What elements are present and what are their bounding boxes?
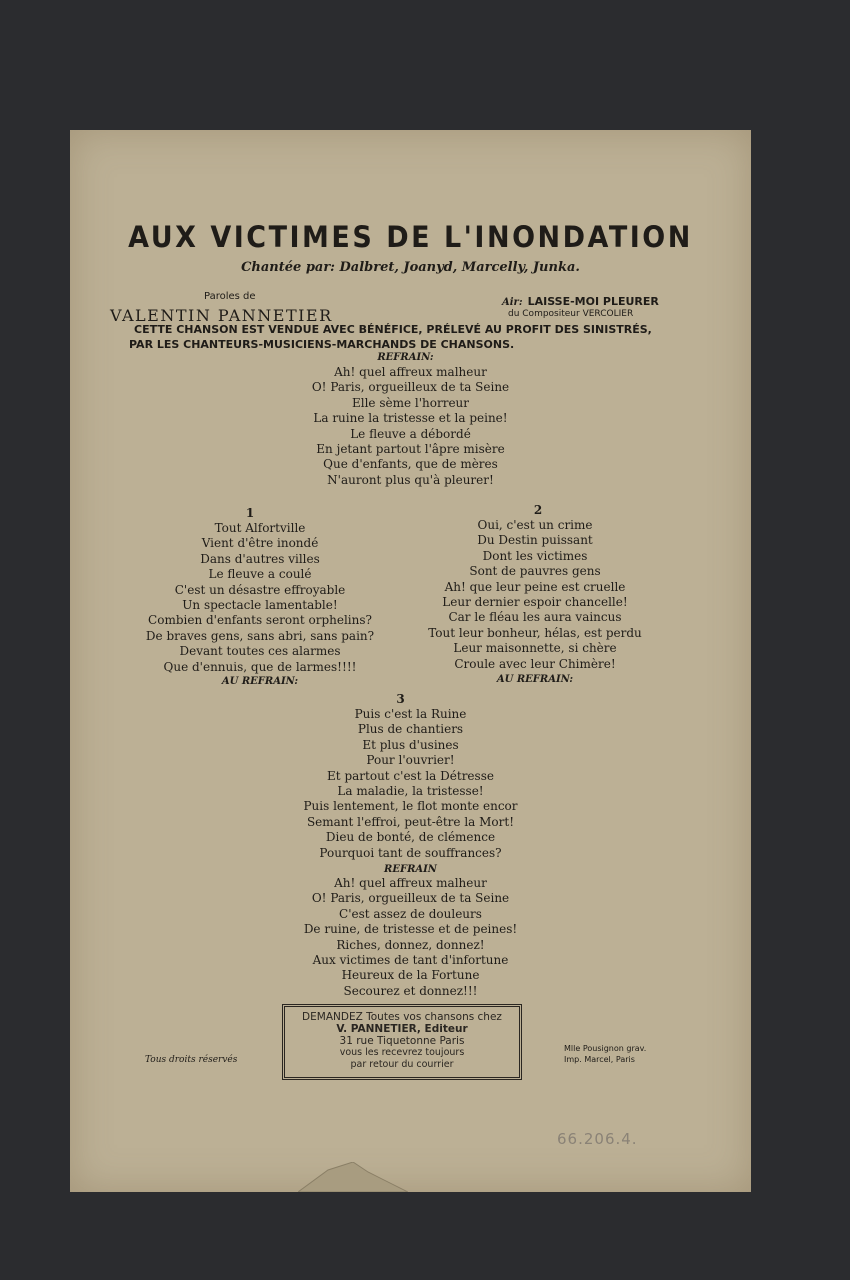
composer-credit: du Compositeur VERCOLIER [508,309,634,319]
air-prefix: Air: [502,297,523,308]
lyric-line: Et plus d'usines [362,737,459,752]
lyric-line: Tout leur bonheur, hélas, est perdu [428,625,642,640]
stamp-line: 31 rue Tiquetonne Paris [339,1035,465,1047]
lyric-line: Tout Alfortville [214,521,306,535]
lyric-line: Riches, donnez, donnez! [336,937,485,952]
lyric-line: Elle sème l'horreur [351,395,470,410]
lyric-line: La maladie, la tristesse! [337,784,484,799]
au-refrain-label: AU REFRAIN: [496,674,574,686]
stamp-line: V. PANNETIER, Editeur [336,1023,468,1035]
lyric-line: En jetant partout l'âpre misère [316,442,505,457]
lyric-line: O! Paris, orgueilleux de ta Seine [311,380,510,395]
verse-block-3 [70,692,751,861]
lyric-line: Pour l'ouvrier! [366,753,455,768]
lyric-line: Oui, c'est un crime [477,518,593,532]
printer-credit: Imp. Marcel, Paris [564,1055,635,1064]
lyric-line: Combien d'enfants seront orphelins? [148,613,372,628]
lyric-line: Ah! quel affreux malheur [334,876,487,890]
lyric-line: Et partout c'est la Détresse [327,768,494,783]
air-credit [502,290,659,309]
lyric-line: De braves gens, sans abri, sans pain? [145,628,375,643]
verse-lines [70,707,751,861]
charity-notice-line1: CETTE CHANSON EST VENDUE AVEC BÉNÉFICE, PRÉLEVÉ AU PROFIT DES SINISTRÉS, [134,323,652,336]
lyric-line: Vient d'être inondé [201,536,319,551]
lyric-line: Aux victimes de tant d'infortune [312,953,509,968]
lyric-line: O! Paris, orgueilleux de ta Seine [311,891,510,906]
lyric-line: N'auront plus qu'à pleurer! [327,472,494,487]
lyric-line: C'est un désastre effroyable [174,582,346,597]
lyric-line: C'est assez de douleurs [339,906,482,921]
refrain-block-1 [70,352,751,488]
verse-number: 3 [396,692,405,706]
charity-notice-line2: PAR LES CHANTEURS-MUSICIENS-MARCHANDS DE CHANSONS. [129,338,515,351]
air-name: LAISSE-MOI PLEURER [527,295,659,308]
refrain-block-2 [70,864,751,999]
refrain-label: REFRAIN: [377,352,434,363]
lyric-line: Croule avec leur Chimère! [454,656,616,671]
lyric-line: Dans d'autres villes [200,551,320,566]
refrain-lines [70,876,751,999]
publisher-stamp [282,1004,522,1080]
rights-reserved: Tous droits réservés [145,1055,238,1065]
lyric-line: Devant toutes ces alarmes [179,644,341,659]
lyric-line: De ruine, de tristesse et de peines! [303,922,518,937]
lyric-line: Puis lentement, le flot monte encor [303,799,518,814]
lyric-line: Sont de pauvres gens [469,564,601,579]
lyric-line: Que d'enfants, que de mères [323,457,498,472]
lyric-line: Leur dernier espoir chancelle! [442,595,628,610]
engraver-credit: Mlle Pousignon grav. [564,1044,647,1053]
stamp-line: par retour du courrier [350,1059,454,1070]
au-refrain-label: AU REFRAIN: [221,676,299,688]
refrain-lines [70,365,751,488]
lyric-line: Ah! que leur peine est cruelle [444,579,626,594]
paper-tear-mark [298,1162,408,1192]
stamp-line: vous les recevrez toujours [339,1047,465,1058]
verse-number: 2 [533,503,543,517]
lyric-line: Pourquoi tant de souffrances? [319,845,502,860]
lyric-line: Dont les victimes [482,548,588,563]
lyric-line: Secourez et donnez!!! [343,983,478,998]
verse-lines [420,518,650,672]
lyric-line: Que d'ennuis, que de larmes!!!! [163,659,357,674]
lyric-line: Un spectacle lamentable! [182,598,338,613]
verse-block-1 [145,506,375,687]
refrain-label: REFRAIN [384,864,437,875]
lyric-line: Dieu de bonté, de clémence [325,830,496,845]
verse-block-2 [420,503,650,685]
lyric-line: Car le fléau les aura vaincus [448,610,622,625]
catalog-number: 66.206.4. [557,1130,638,1148]
stamp-line: DEMANDEZ Toutes vos chansons chez [302,1011,502,1023]
singers-credit: Chantée par: Dalbret, Joanyd, Marcelly, Junka. [241,260,580,275]
verse-number: 1 [245,506,255,520]
lyric-line: Semant l'effroi, peut-être la Mort! [306,814,515,829]
lyric-line: Plus de chantiers [357,722,464,737]
song-title: AUX VICTIMES DE L'INONDATION [128,220,693,255]
lyric-line: Le fleuve a débordé [350,426,471,441]
verse-lines [145,521,375,675]
lyric-line: Puis c'est la Ruine [354,707,467,721]
song-sheet [70,130,751,1192]
lyric-line: Le fleuve a coulé [208,567,312,582]
lyric-line: Heureux de la Fortune [341,968,480,983]
lyric-line: Du Destin puissant [477,533,593,548]
lyric-line: La ruine la tristesse et la peine! [313,411,508,426]
lyric-line: Ah! quel affreux malheur [334,365,487,379]
lyricist-name: VALENTIN PANNETIER [110,306,333,325]
lyrics-label: Paroles de [204,291,256,302]
lyric-line: Leur maisonnette, si chère [453,641,617,656]
